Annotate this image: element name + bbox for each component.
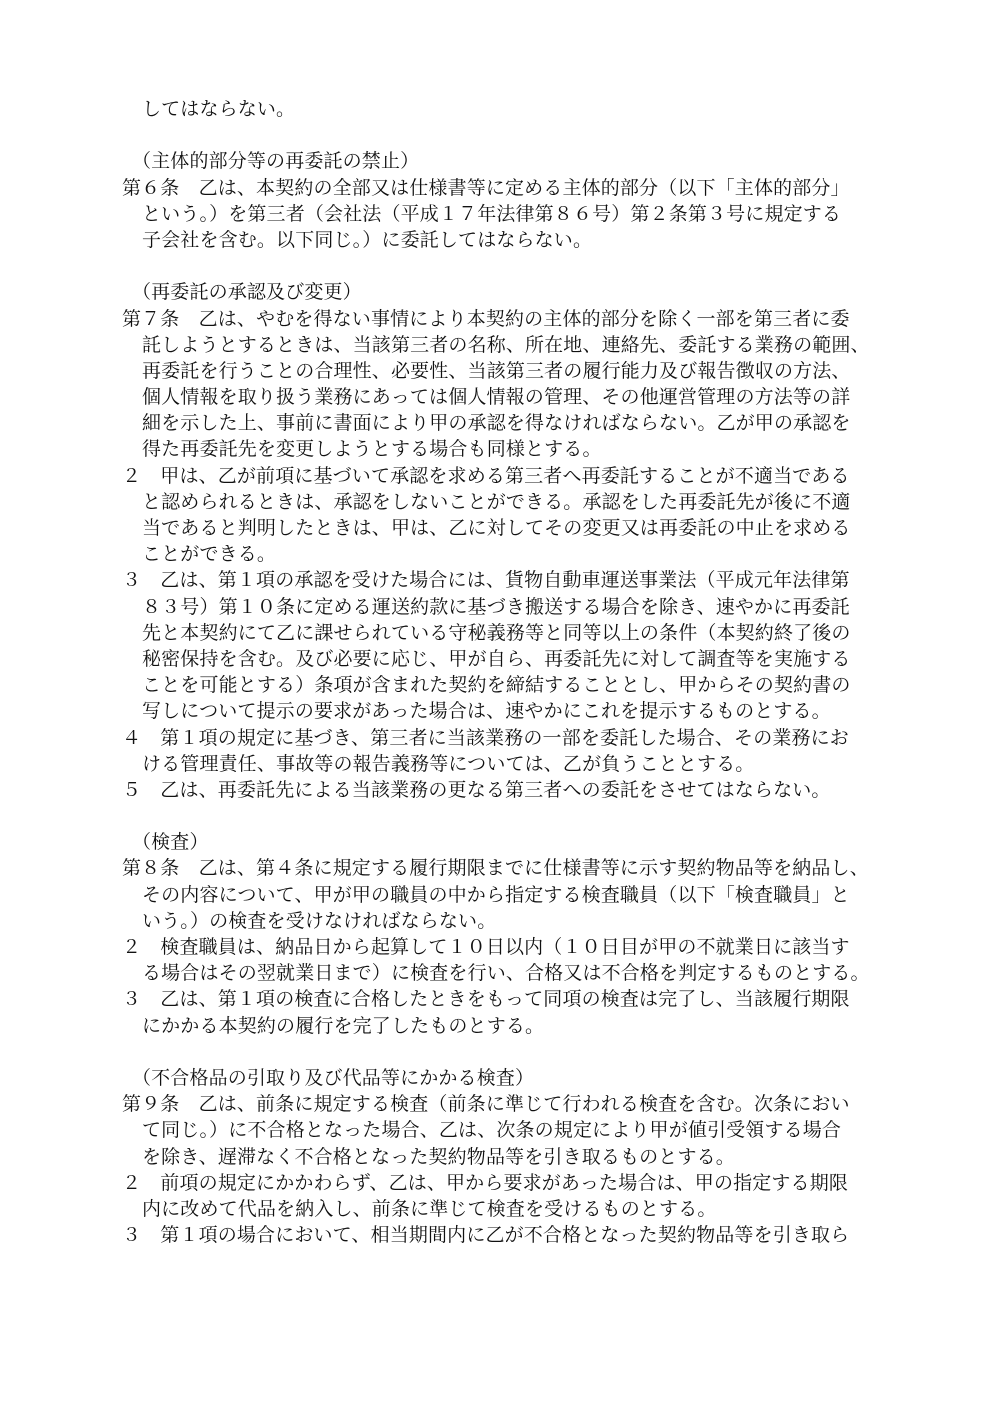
text-line: ５ 乙は、再委託先による当該業務の更なる第三者への委託をさせてはならない。 [122,778,831,801]
text-line: ２ 検査職員は、納品日から起算して１０日以内（１０日目が甲の不就業日に該当す [122,936,850,958]
text-line: ことを可能とする）条項が含まれた契約を締結することとし、甲からその契約書の [142,674,851,697]
text-line: 子会社を含む。以下同じ。）に委託してはならない。 [142,228,593,251]
text-line: 内に改めて代品を納入し、前条に準じて検査を受けるものとする。 [142,1197,717,1220]
text-line: その内容について、甲が甲の職員の中から指定する検査職員（以下「検査職員」と [142,883,850,906]
text-line: 秘密保持を含む。及び必要に応じ、甲が自ら、再委託先に対して調査等を実施する [142,647,851,670]
article-heading: （主体的部分等の再委託の禁止） [132,150,420,173]
text-line: 託しようとするときは、当該第三者の名称、所在地、連絡先、委託する業務の範囲、 [142,333,870,356]
text-line: 第６条 乙は、本契約の全部又は仕様書等に定める主体的部分（以下「主体的部分」 [122,176,850,199]
text-line: ２ 前項の規定にかかわらず、乙は、甲から要求があった場合は、甲の指定する期限 [122,1171,848,1194]
text-line: ３ 乙は、第１項の承認を受けた場合には、貨物自動車運送事業法（平成元年法律第 [122,569,850,592]
text-line: 先と本契約にて乙に課せられている守秘義務等と同等以上の条件（本契約終了後の [142,621,851,644]
text-line: 得た再委託先を変更しようとする場合も同様とする。 [142,438,602,461]
text-line: ３ 第１項の場合において、相当期間内に乙が不合格となった契約物品等を引き取ら [122,1224,850,1247]
text-line: ことができる。 [142,543,277,566]
blank-line [122,803,897,829]
text-line: 第７条 乙は、やむを得ない事情により本契約の主体的部分を除く一部を第三者に委 [122,307,850,330]
article-heading: （再委託の承認及び変更） [132,281,362,304]
text-line: ける管理責任、事故等の報告義務等については、乙が負うこととする。 [142,752,755,775]
text-line: と認められるときは、承認をしないことができる。承認をした再委託先が後に不適 [142,490,851,513]
blank-line [122,1039,897,1065]
text-line: て同じ。）に不合格となった場合、乙は、次条の規定により甲が値引受領する場合 [142,1119,842,1142]
text-line: 当であると判明したときは、甲は、乙に対してその変更又は再委託の中止を求める [142,517,851,539]
text-line: 再委託を行うことの合理性、必要性、当該第三者の履行能力及び報告徴収の方法、 [142,359,851,382]
text-line: いう。）の検査を受けなければならない。 [142,909,497,932]
article-heading: （不合格品の引取り及び代品等にかかる検査） [132,1066,535,1089]
text-line: ２ 甲は、乙が前項に基づいて承認を求める第三者へ再委託することが不適当である [122,464,850,487]
text-line: を除き、遅滞なく不合格となった契約物品等を引き取るものとする。 [142,1145,735,1168]
text-line: ８３号）第１０条に定める運送約款に基づき搬送する場合を除き、速やかに再委託 [142,595,850,618]
text-line: 個人情報を取り扱う業務にあっては個人情報の管理、その他運営管理の方法等の詳 [142,386,851,409]
text-line: る場合はその翌就業日まで）に検査を行い、合格又は不合格を判定するものとする。 [142,962,870,985]
text-line: 細を示した上、事前に書面により甲の承認を得なければならない。乙が甲の承認を [142,412,851,435]
blank-line [122,253,897,279]
blank-line [122,122,897,148]
text-line: 第９条 乙は、前条に規定する検査（前条に準じて行われる検査を含む。次条におい [122,1093,850,1116]
text-line: 写しについて提示の要求があった場合は、速やかにこれを提示するものとする。 [142,700,831,723]
text-line: にかかる本契約の履行を完了したものとする。 [142,1014,545,1037]
document-page [122,96,897,1248]
text-line: という。）を第三者（会社法（平成１７年法律第８６号）第２条第３号に規定する [142,202,842,225]
text-line: してはならない。 [142,98,296,120]
text-line: 第８条 乙は、第４条に規定する履行期限までに仕様書等に示す契約物品等を納品し、 [122,857,869,880]
text-line: ３ 乙は、第１項の検査に合格したときをもって同項の検査は完了し、当該履行期限 [122,988,850,1011]
article-heading: （検査） [132,831,209,854]
text-line: ４ 第１項の規定に基づき、第三者に当該業務の一部を委託した場合、その業務にお [122,726,849,749]
